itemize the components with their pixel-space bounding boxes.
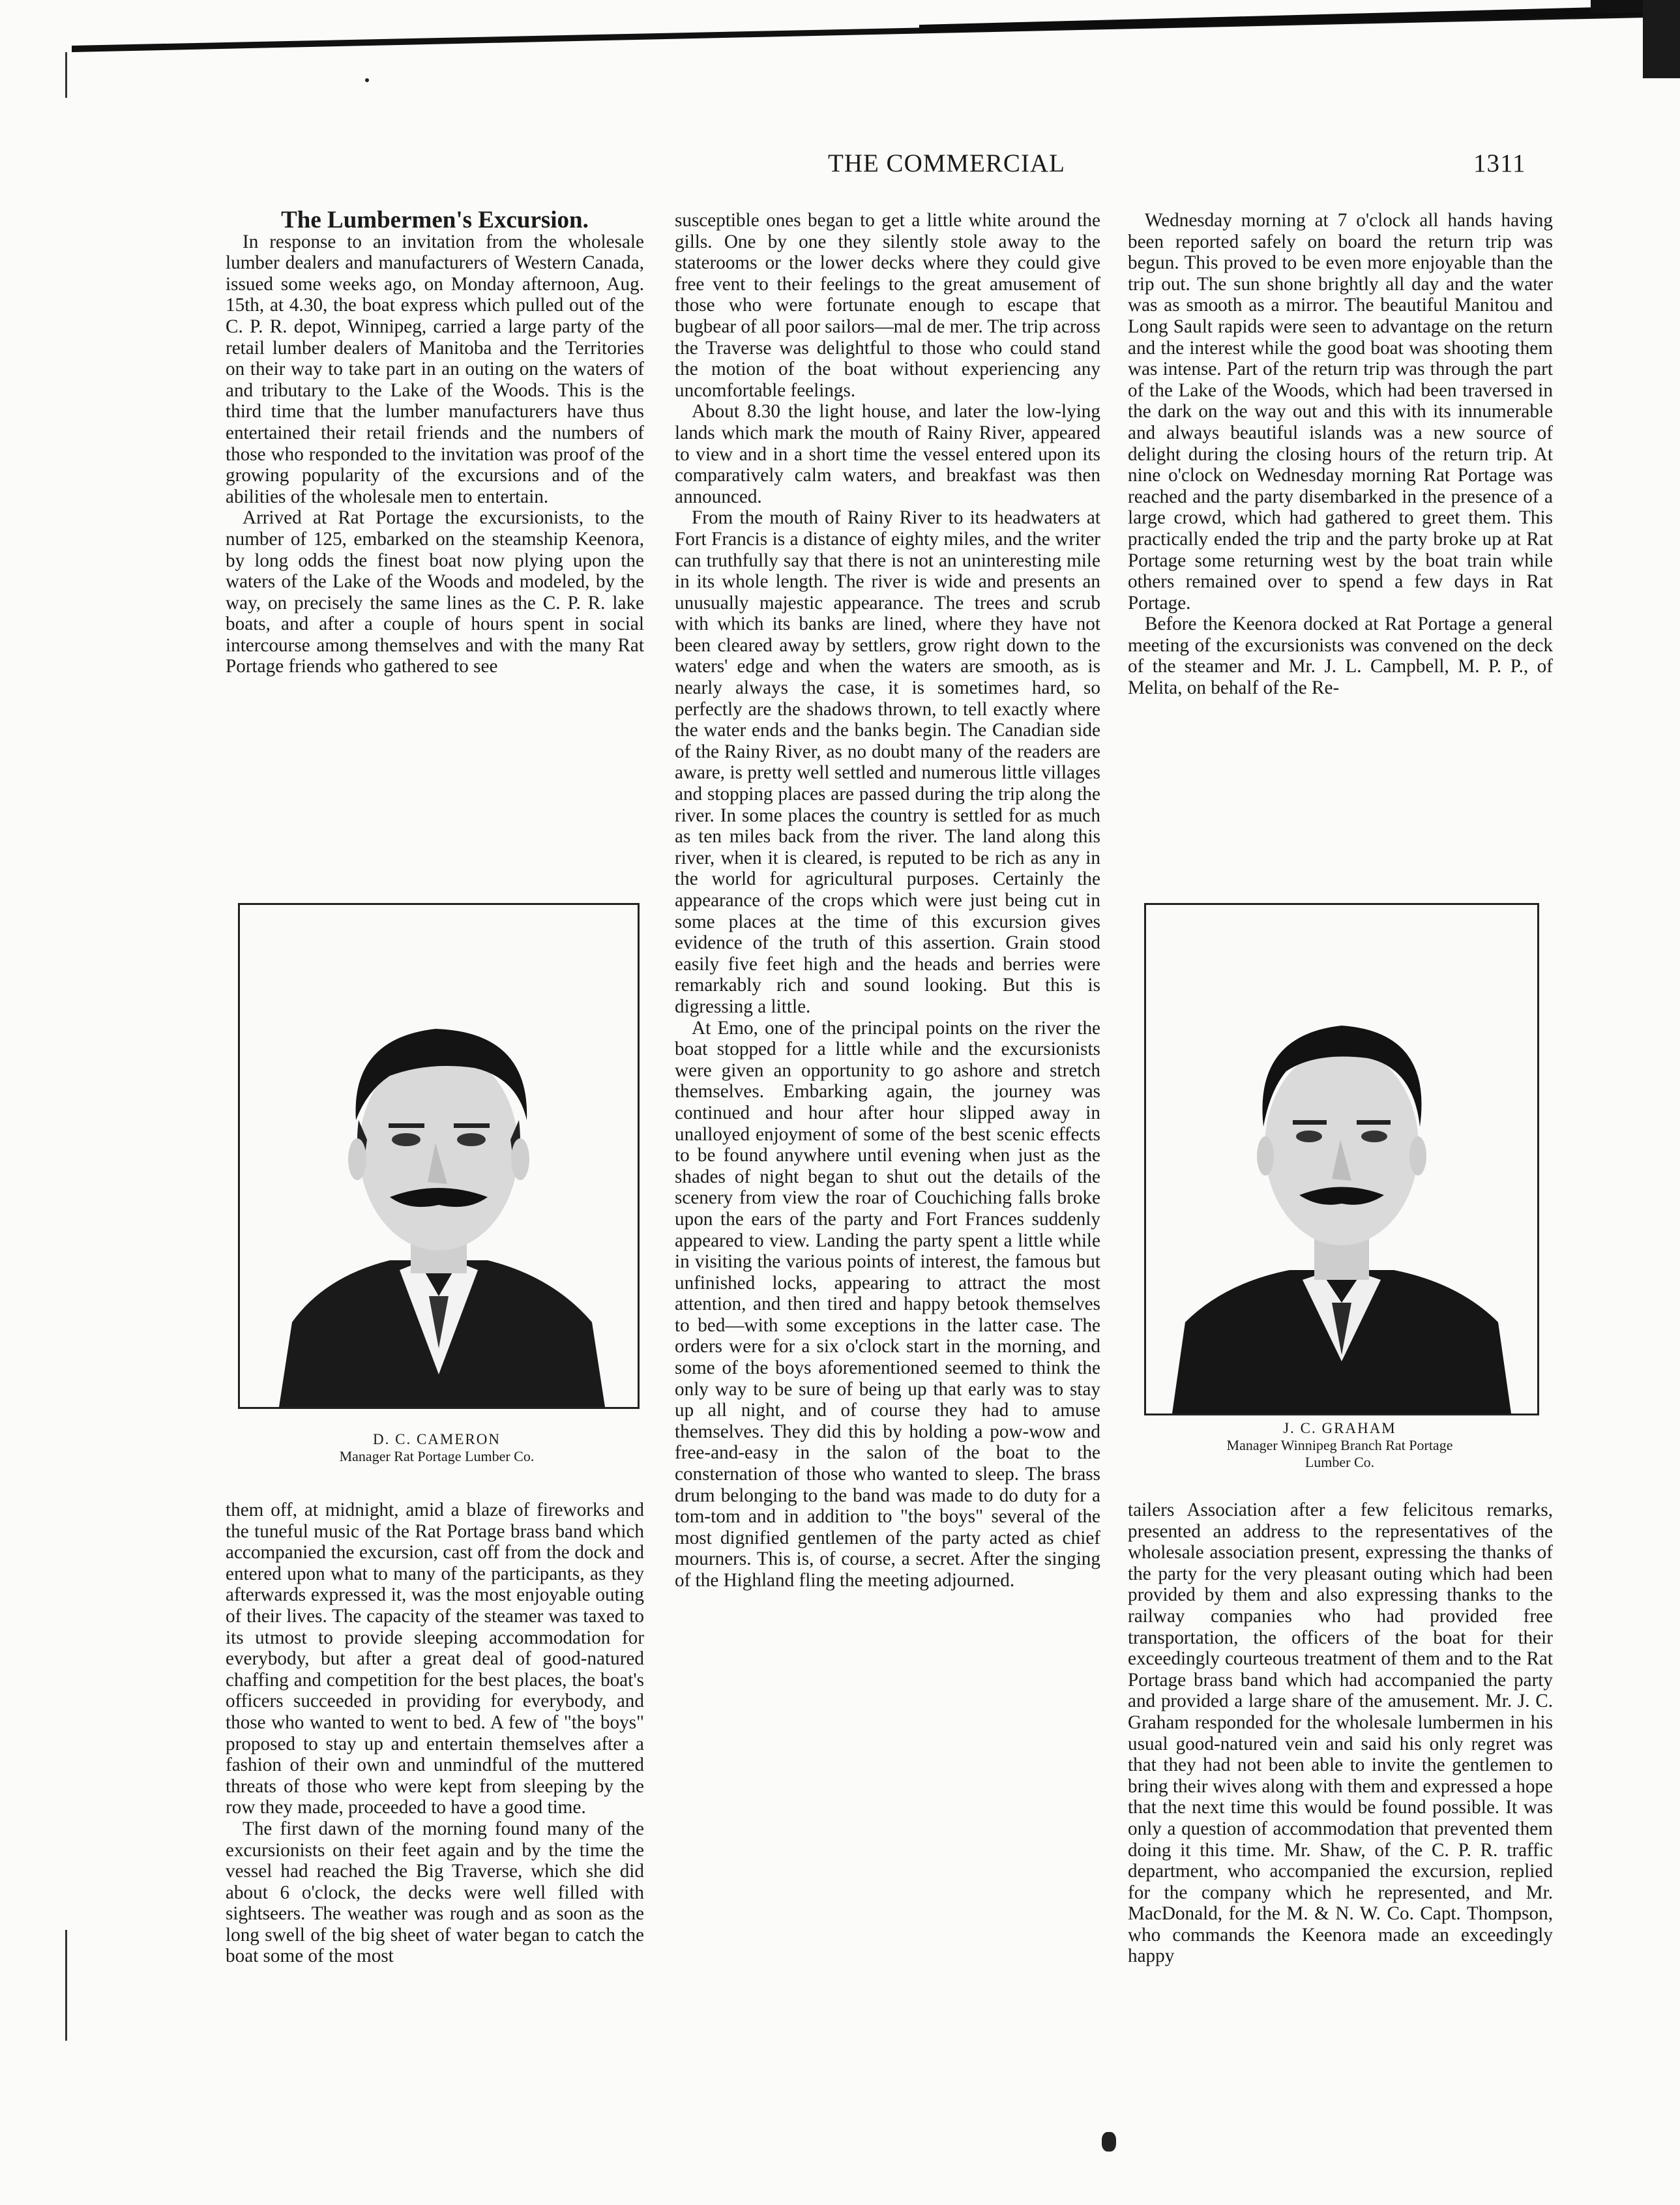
article-paragraph: Arrived at Rat Portage the excursionists, to the number of 125, embarked on the steamship Keenora, by long odds the finest boat now plying upon the waters of the Lake of the Woods and modeled, by the way, on precisely the same lines as the C. P. R. lake boats, and after a couple of hours spent in social intercourse among themselves and with the many Rat Portage friends who gathered to see [226,507,644,677]
article-paragraph: them off, at midnight, amid a blaze of fireworks and the tuneful music of the Rat Portage brass band which accompanied the excursion, cast off from the dock and entered upon what to many of the participants, as they afterwards expressed it, was the most enjoyable outing of their lives. The capacity of the steamer was taxed to its utmost to provide sleeping accommodation for everybody, but after a great deal of good-natured chaffing and competition for the best places, the boat's officers succeeded in providing for everybody, and those who wanted to went to bed. A few of "the boys" proposed to stay up and entertain themselves after a fashion of their own and unmindful of the muttered threats of those who were kept from sleeping by the row they made, proceeded to have a good time. [226,1500,644,1818]
ink-blot [1102,2132,1116,2152]
portrait-name: J. C. GRAHAM [1283,1420,1396,1436]
article-paragraph: The first dawn of the morning found many of the excursionists on their feet again and by the time the vessel had reached the Big Traverse, which she did about 6 o'clock, the decks were well filled with sightseers. The weather was rough and as soon as the long swell of the big sheet of water began to catch the boat some of the most [226,1818,644,1967]
portrait-title-continued: Lumber Co. [1304,1454,1375,1470]
article-paragraph: tailers Association after a few felicitous remarks, presented an address to the representatives of the wholesale association present, expressing the thanks of the party for the very pleasant outing which had been provided by them and also expressing thanks to the railway companies who had provided free transportation, the officers of the boat for their exceedingly courteous treatment of them and to the Rat Portage brass band which had accompanied the party and provided a large share of the amusement. Mr. J. C. Graham responded for the wholesale lumbermen in his usual good-natured vein and said his only regret was that they had not been able to invite the gentlemen to bring their wives along with them and expressed a hope that the next time this would be found possible. It was only a question of accommodation that prevented them doing it this time. Mr. Shaw, of the C. P. R. traffic department, who accompanied the excursion, replied for the company which he represented, and Mr. MacDonald, for the M. & N. W. Co. Capt. Thompson, who commands the Keenora made an exceedingly happy [1128,1500,1553,1967]
article-paragraph: Wednesday morning at 7 o'clock all hands having been reported safely on board the return trip was begun. This proved to be even more enjoyable than the trip out. The sun shone brightly all day and the water was as smooth as a mirror. The beautiful Manitou and Long Sault rapids were seen to advantage on the return and the interest while the good boat was shooting them was intense. Part of the return trip was through the part of the Lake of the Woods, which had been traversed in the dark on the way out and this with its innumerable and always beautiful islands was a new source of delight during the closing hours of the return trip. At nine o'clock on Wednesday morning Rat Portage was reached and the party disembarked in the presence of a large crowd, which had gathered to greet them. This practically ended the trip and the party broke up at Rat Portage some returning west by the boat train while others remained over to spend a few days in Rat Portage. [1128,210,1553,614]
portrait-photo-d-c-cameron [238,903,640,1409]
portrait-caption-right [1144,1420,1535,1471]
article-column-1-top [226,207,644,677]
article-column-2 [675,210,1100,1591]
portrait-photo-j-c-graham [1144,903,1539,1415]
article-column-1-bottom [226,1500,644,1967]
portrait-name: D. C. CAMERON [373,1431,501,1447]
margin-fold-line [65,52,67,98]
portrait-caption-left [238,1431,636,1465]
portrait-illustration [1146,905,1537,1413]
page-number: 1311 [1473,149,1526,177]
article-column-3-top [1128,210,1553,699]
article-paragraph: Before the Keenora docked at Rat Portage a general meeting of the excursionists was convened on the deck of the steamer and Mr. J. L. Campbell, M. P. P., of Melita, on behalf of the Re- [1128,614,1553,699]
article-paragraph: At Emo, one of the principal points on the river the boat stopped for a little while and the excursionists were given an opportunity to go ashore and stretch themselves. Embarking again, the journey was continued and hour after hour slipped away in unalloyed enjoyment of some of the best scenic effects to be found anywhere until evening when just as the shades of night began to shut out the details of the scenery from view the roar of Couchiching falls broke upon the ears of the party and Fort Frances suddenly appeared to view. Landing the party spent a little while in visiting the various points of interest, the famous but unfinished locks, appearing to attract the most attention, and then tired and happy betook themselves to bed—with some exceptions in the latter case. The orders were for a six o'clock start in the morning, and some of the boys aforementioned seemed to think the only way to be sure of being up that early was to stay up all night, and of course they had to amuse themselves. They did this by holding a pow-wow and free-and-easy in the salon of the boat to the consternation of those who wanted to sleep. The brass drum belonging to the band was made to do duty for a tom-tom and in addition to "the boys" several of the most dignified gentlemen of the party acted as chief mourners. This is, of course, a secret. After the singing of the Highland fling the meeting adjourned. [675,1017,1100,1591]
article-paragraph: About 8.30 the light house, and later the low-lying lands which mark the mouth of Rainy River, appeared to view and in a short time the vessel entered upon its comparatively calm waters, and breakfast was then announced. [675,401,1100,507]
article-column-3-bottom [1128,1500,1553,1967]
ink-speck [365,78,369,82]
article-headline: The Lumbermen's Excursion. [281,207,589,233]
portrait-illustration [240,905,638,1407]
scan-corner-shadow [1591,0,1680,78]
article-paragraph: susceptible ones began to get a little white around the gills. One by one they silently stole away to the staterooms or the lower decks where they could give free vent to their feelings to the great amusement of those who were fortunate enough to escape that bugbear of all poor sailors—mal de mer. The trip across the Traverse was delightful to those who could stand the motion of the boat without experiencing any uncomfortable feelings. [675,210,1100,401]
article-paragraph: In response to an invitation from the wholesale lumber dealers and manufacturers of Western Canada, issued some weeks ago, on Monday afternoon, Aug. 15th, at 4.30, the boat express which pulled out of the C. P. R. depot, Winnipeg, carried a large party of the retail lumber dealers of Manitoba and the Territories on their way to take part in an outing on the waters of and tributary to the Lake of the Woods. This is the third time that the lumber manufacturers have thus entertained their retail friends and the numbers of those who responded to the invitation was proof of the growing popularity of the excursions and of the abilities of the wholesale men to entertain. [226,231,644,507]
scan-edge-band [72,0,1675,52]
portrait-title: Manager Winnipeg Branch Rat Portage [1226,1437,1453,1453]
margin-fold-line-lower [65,1930,67,2041]
article-paragraph: From the mouth of Rainy River to its headwaters at Fort Francis is a distance of eighty miles, and the writer can truthfully say that there is not an uninteresting mile in its whole length. The river is wide and presents an unusually majestic appearance. The trees and scrub with which its banks are lined, where they have not been cleared away by settlers, grow right down to the waters' edge and when the waters are smooth, as is nearly always the case, it is sometimes hard, so perfectly are the shadows thrown, to tell exactly where the water ends and the banks begin. The Canadian side of the Rainy River, as no doubt many of the readers are aware, is pretty well settled and numerous little villages and stopping places are passed during the trip along the river. In some places the country is settled for as much as ten miles back from the river. The land along this river, when it is cleared, is reputed to be rich as any in the world for agricultural purposes. Certainly the appearance of the crops which were just being cut in some places at the time of this excursion gives evidence of the truth of this assertion. Grain stood easily five feet high and the heads and berries were remarkably rich and sound looking. But this is digressing a little. [675,507,1100,1017]
portrait-title: Manager Rat Portage Lumber Co. [339,1448,535,1464]
publication-title: THE COMMERCIAL [828,149,1065,177]
